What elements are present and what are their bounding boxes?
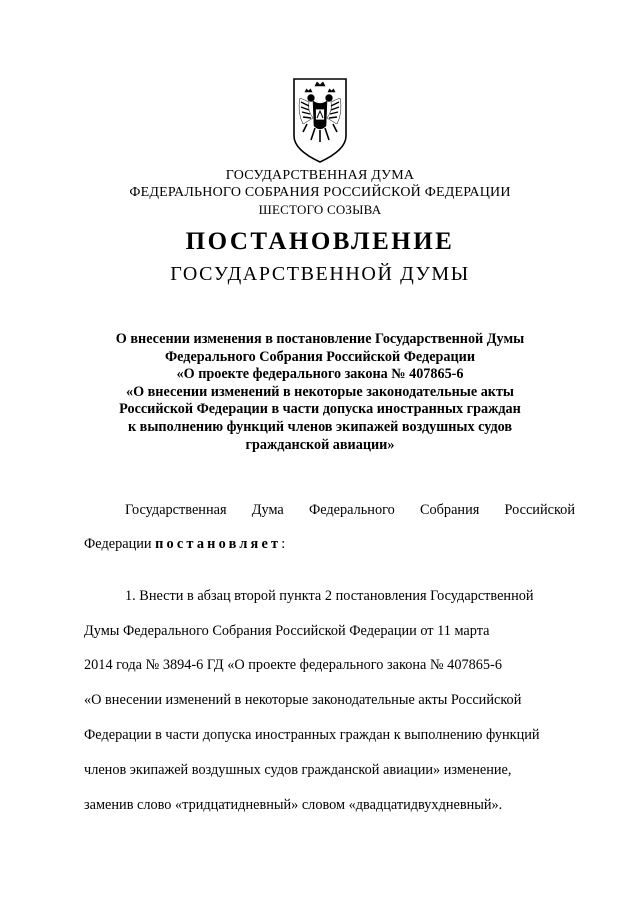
document-subtitle: ГОСУДАРСТВЕННОЙ ДУМЫ xyxy=(170,263,470,285)
issuer-line-1: ГОСУДАРСТВЕННАЯ ДУМА xyxy=(225,168,415,183)
paragraph-line: членов экипажей воздушных судов гражданской авиации» изменение, xyxy=(84,762,512,778)
paragraph-line: заменив слово «тридцатидневный» словом «двадцатидвухдневный». xyxy=(84,797,503,813)
document-subject xyxy=(80,331,560,454)
subject-line: к выполнению функций членов экипажей воздушных судов xyxy=(127,418,513,435)
preamble-word: Российской xyxy=(504,502,575,518)
subject-line: Российской Федерации в части допуска иностранных граждан xyxy=(119,401,521,418)
subject-line: «О проекте федерального закона № 407865-6 xyxy=(176,366,464,383)
preamble-word: Дума xyxy=(251,502,284,518)
paragraph-line: «О внесении изменений в некоторые законодательные акты Российской xyxy=(84,692,522,708)
paragraph-line: Думы Федерального Собрания Российской Федерации от 11 марта xyxy=(84,623,490,639)
subject-line: «О внесении изменений в некоторые законодательные акты xyxy=(125,383,515,400)
preamble-line-1 xyxy=(125,502,575,519)
preamble-line-2 xyxy=(84,536,575,553)
paragraph-line: Федерации в части допуска иностранных граждан к выполнению функций xyxy=(84,727,540,743)
paragraph-line: 2014 года № 3894-6 ГД «О проекте федерального закона № 407865-6 xyxy=(84,657,502,673)
preamble-word: Собрания xyxy=(419,502,480,518)
issuer-line-2: ФЕДЕРАЛЬНОГО СОБРАНИЯ РОССИЙСКОЙ ФЕДЕРАЦИИ xyxy=(129,185,511,200)
preamble-suffix: : xyxy=(281,536,286,552)
preamble-word: Федерального xyxy=(308,502,395,518)
subject-line: гражданской авиации» xyxy=(245,436,395,453)
resolves-word: постановляет xyxy=(155,536,282,552)
paragraph-line: 1. Внести в абзац второй пункта 2 постановления Государственной xyxy=(125,588,534,604)
preamble-word: Государственная xyxy=(125,502,227,518)
russian-coat-of-arms-emblem xyxy=(291,76,349,164)
subject-line: О внесении изменения в постановление Государственной Думы xyxy=(115,331,525,347)
preamble-prefix: Федерации xyxy=(84,536,156,552)
subject-line: Федерального Собрания Российской Федерации xyxy=(164,348,476,365)
document-title: ПОСТАНОВЛЕНИЕ xyxy=(185,228,455,255)
convocation-line: ШЕСТОГО СОЗЫВА xyxy=(258,202,382,217)
